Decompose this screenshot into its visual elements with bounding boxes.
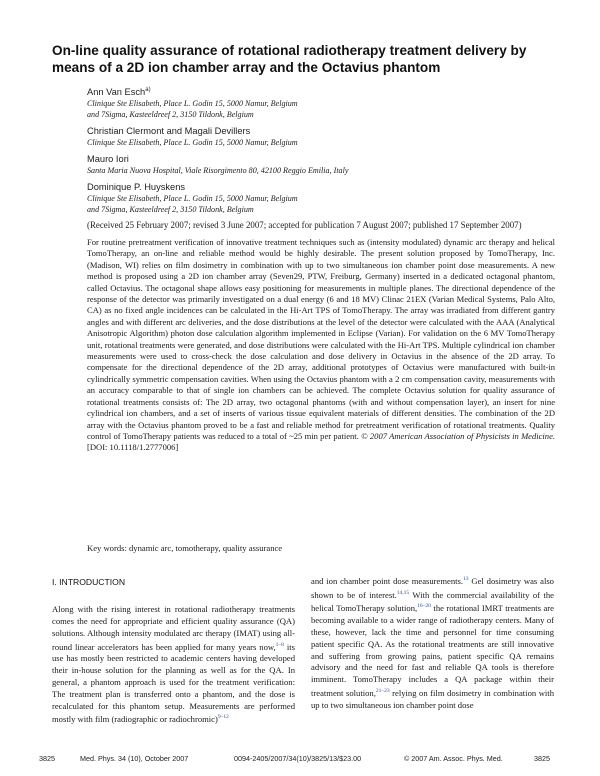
abstract bbox=[87, 237, 555, 454]
journal-citation: Med. Phys. 34 (10), October 2007 bbox=[80, 754, 189, 763]
page-number: 3825 bbox=[534, 754, 550, 763]
citation-link[interactable]: 14,15 bbox=[396, 589, 410, 596]
citation-link[interactable]: 16–20 bbox=[417, 603, 431, 610]
author-name: Christian Clermont and Magali Devillers bbox=[87, 126, 251, 137]
author-affiliation: Santa Maria Nuova Hospital, Viale Risorgimento 80, 42100 Reggio Emilia, Italy bbox=[87, 166, 349, 176]
intro-paragraph-continued: and ion chamber point dose measurements.$^{13}$ Gel dosimetry was also shown to be of interest.$^{14,15}$ With the commercial availability of the helical TomoTherapy solution,$^{16-20}$ the rotational IMRT treatments are becoming available to a wider range of radiotherapy centers. Many of these, however, lack the time and personnel for time consuming patient specific QA. As the rotational treatments are still innovative and suffering from growing pains, patient specific QA remains advisory and the need for fast and reliable QA tools is therefore imminent. TomoTherapy includes a QA package within their treatment solution,$^{21-23}$ relying on film dosimetry in combination with up to two simultaneous ion chamber point dose bbox=[311, 575, 554, 710]
keywords: Key words: dynamic arc, tomotherapy, quality assurance bbox=[87, 543, 283, 553]
citation-link[interactable]: 9–12 bbox=[217, 714, 229, 721]
author-affiliation: Clinique Ste Elisabeth, Place L. Godin 15, 5000 Namur, Belgium bbox=[87, 194, 298, 204]
author-name: Ann Van Esch$^{a)}$ bbox=[87, 87, 151, 98]
author-name: Mauro Iori bbox=[87, 154, 129, 165]
author-list bbox=[87, 84, 557, 232]
doi-link[interactable]: [DOI: 10.1118/1.2777006] bbox=[87, 442, 179, 453]
page-footer bbox=[0, 754, 600, 766]
citation-link[interactable]: 13 bbox=[463, 576, 469, 582]
author-affiliation: Clinique Ste Elisabeth, Place L. Godin 15, 5000 Namur, Belgium bbox=[87, 138, 298, 148]
section-heading: I. INTRODUCTION bbox=[52, 577, 126, 587]
body-column-left bbox=[52, 577, 295, 726]
intro-paragraph: Along with the rising interest in rotational radiotherapy treatments comes the need for appropriate and efficient quality assurance (QA) solutions. Although intensity modulated arc therapy (IMAT) using all-round linear accelerators has been applied for many years now,$^{1-8}$ its use has mostly been restricted to academic centers having developed their in-house solution for the planning as well as for the QA. In general, a phantom approach is used for the treatment verification: The treatment plan is transferred onto a phantom, and the dose is recalculated for this phantom setup. Measurements are performed mostly with film (radiographic or radiochromic)$^{9-12}$ bbox=[52, 604, 295, 725]
author-block bbox=[87, 125, 557, 148]
citation-link[interactable]: 1–8 bbox=[275, 641, 284, 648]
issn-code: 0094-2405/2007/34(10)/3825/13/$23.00 bbox=[234, 754, 362, 763]
article-title: On-line quality assurance of rotational radiotherapy treatment delivery by means of a 2D ion chamber array and the Octavius phantom bbox=[52, 43, 527, 75]
abstract-copyright: © 2007 American Association of Physicists in Medicine. bbox=[361, 430, 555, 441]
author-affiliation: Clinique Ste Elisabeth, Place L. Godin 15, 5000 Namur, Belgium bbox=[87, 99, 298, 109]
author-affiliation: and 7Sigma, Kasteeldreef 2, 3150 Tildonk, Belgium bbox=[87, 110, 254, 120]
received-dates: (Received 25 February 2007; revised 3 June 2007; accepted for publication 7 August 2007; published 17 September 2007) bbox=[87, 220, 522, 231]
author-name: Dominique P. Huyskens bbox=[87, 182, 186, 193]
citation-link[interactable]: 21–23 bbox=[375, 688, 390, 695]
author-block bbox=[87, 181, 557, 215]
abstract-text: For routine pretreatment verification of innovative treatment techniques such as (intensity modulated) dynamic arc therapy and helical TomoTherapy, an on-line and reliable method would be highly desirable. The present solution proposed by TomoTherapy, Inc. (Madison, WI) relies on film dosimetry in combination with up to two simultaneous ion chamber point dose measurements. A new method is proposed using a 2D ion chamber array (Seven29, PTW, Freiburg, Germany) inserted in a dedicated octagonal phantom, called Octavius. The octagonal shape allows easy positioning for measurements in multiple planes. The directional dependence of the response of the detector was primarily investigated on a dual energy (6 and 18 MV) Clinac 21EX (Varian Medical Systems, Palo Alto, CA) as no fixed angle incidences can be calculated in the Hi-Art TPS of TomoTherapy. The array was irradiated from different gantry angles and with different arc deliveries, and the dose distributions at the level of the detector were calculated with the AAA (Analytical Anisotropic Algorithm) photon dose calculation algorithm implemented in Eclipse (Varian). For validation on the 6 MV TomoTherapy unit, rotational treatments were generated, and dose distributions were calculated with the Hi-Art TPS. Multiple cylindrical ion chamber measurements were used to cross-check the dose calculation and dose delivery in Octavius in the absence of the 2D array. To compensate for the directional dependence of the 2D array, additional prototypes of Octavius were manufactured with built-in cylindrically symmetric compensation cavities. When using the Octavius phantom with a 2 cm compensation cavity, measurements with an accuracy comparable to that of single ion chambers can be achieved. The complete Octavius solution for quality assurance of rotational treatments consists of: The 2D array, two octagonal phantoms (with and without compensation layer), an insert for nine cylindrical ion chambers, and a set of inserts of various tissue equivalent materials of different densities. The combination of the 2D array with the Octavius phantom proved to be a fast and reliable method for pretreatment verification of rotational treatments. Quality control of TomoTherapy patients was reduced to a total of ~25 min per patient. bbox=[87, 237, 555, 441]
body-column-right bbox=[311, 574, 554, 712]
footer-copyright: © 2007 Am. Assoc. Phys. Med. bbox=[404, 754, 503, 763]
author-block bbox=[87, 84, 557, 120]
author-block bbox=[87, 153, 557, 176]
author-affiliation: and 7Sigma, Kasteeldreef 2, 3150 Tildonk, Belgium bbox=[87, 205, 254, 215]
page-number: 3825 bbox=[39, 754, 55, 763]
author-footnote-mark[interactable]: a) bbox=[145, 87, 151, 93]
